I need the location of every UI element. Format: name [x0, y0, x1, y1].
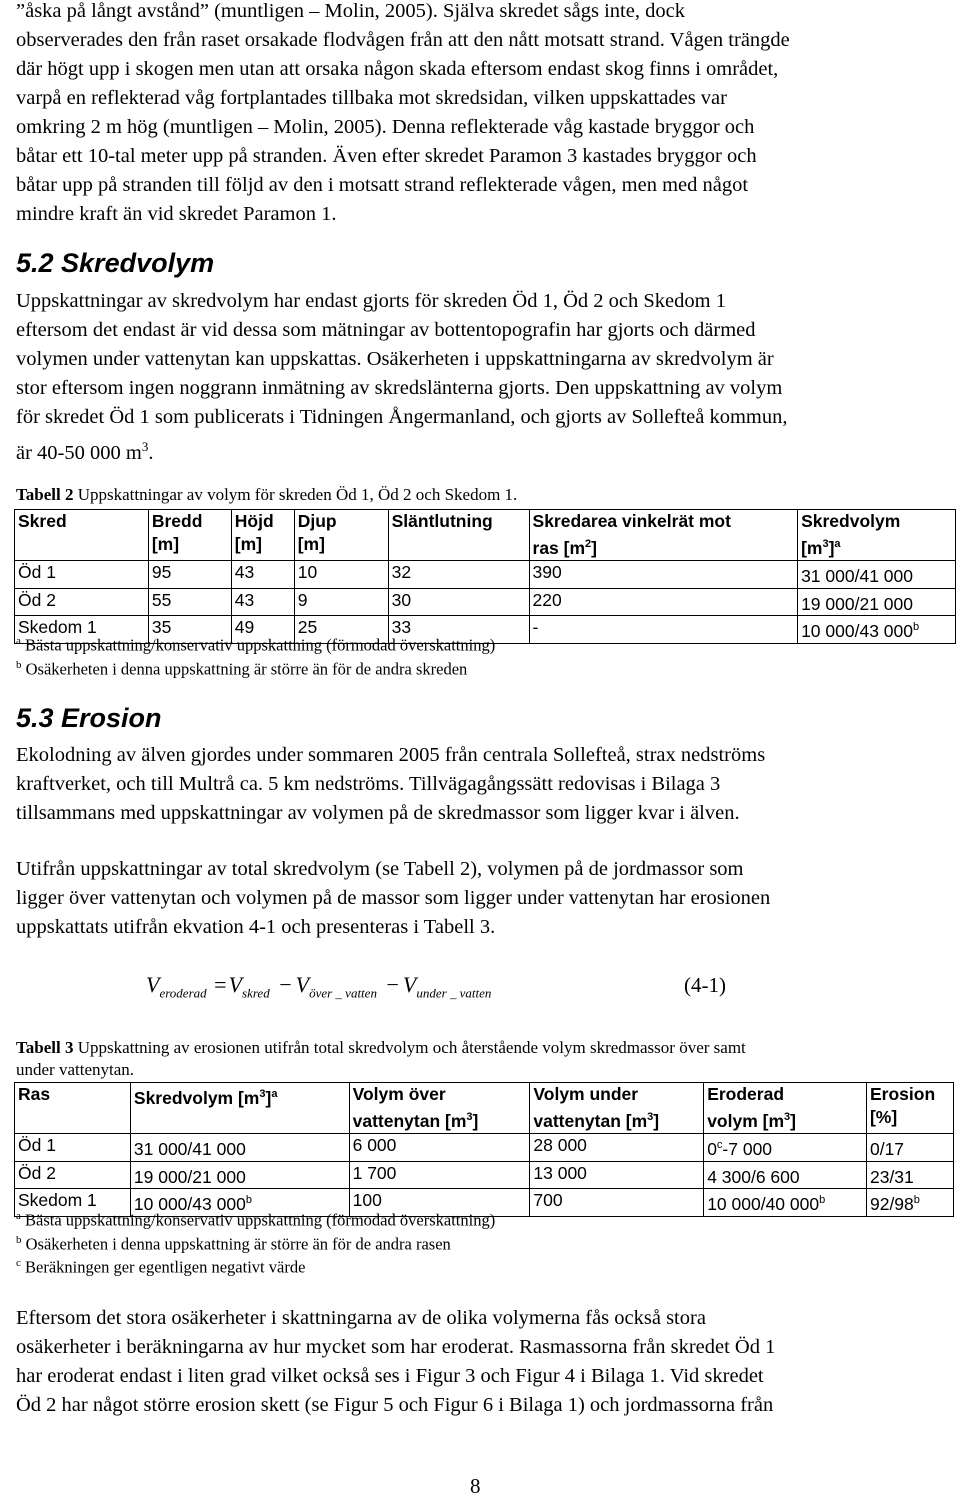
- footnote-mark: b: [16, 1234, 22, 1246]
- eq-subscript: skred: [242, 985, 270, 1001]
- table3-note-a: [16, 1205, 495, 1232]
- page-number: 8: [470, 1474, 481, 1498]
- header-unit: vattenytan [m: [533, 1110, 648, 1131]
- table2-caption: [16, 484, 517, 506]
- table3-caption-text: Uppskattning av erosionen utifrån total skredvolym och återstående volym skredmassor över samt: [73, 1038, 746, 1057]
- section-5-3-paragraph-1: [16, 741, 946, 828]
- header-text: Skredvolym: [801, 511, 901, 531]
- text-line: stor eftersom ingen noggrann inmätning av skredslänterna gjorts. Den uppskattning av volym: [16, 377, 783, 399]
- table-row: [15, 1161, 954, 1189]
- cell: 10: [294, 560, 388, 588]
- note-text: Osäkerheten i denna uppskattning är större än för de andra rasen: [21, 1234, 451, 1254]
- table3-caption-text-2: under vattenytan.: [16, 1060, 135, 1079]
- cell: 32: [388, 560, 529, 588]
- footnote-mark: c: [16, 1257, 21, 1269]
- cell-value-2: -7 000: [722, 1138, 773, 1159]
- cell: Skedom 1: [15, 1189, 131, 1217]
- cell: 100: [349, 1189, 530, 1217]
- cell-value: 19 000/21 000: [133, 1166, 246, 1187]
- header-text: Skredvolym [m: [133, 1087, 260, 1108]
- header-skredarea: [529, 510, 798, 561]
- footnote-mark: a: [271, 1088, 278, 1100]
- cell-value: 4 300/6 600: [707, 1166, 800, 1187]
- cell: Öd 1: [15, 560, 149, 588]
- cell-value: 92/98: [869, 1194, 914, 1215]
- cell: 25: [294, 616, 388, 644]
- cell: Öd 1: [15, 1133, 131, 1161]
- header-unit: [m]: [234, 534, 262, 554]
- cell: [704, 1189, 867, 1217]
- header-unit-end: ]: [653, 1110, 660, 1131]
- header-unit-end: ]: [790, 1110, 796, 1131]
- text-line: mindre kraft än vid skredet Paramon 1.: [16, 203, 337, 225]
- text-line: [16, 432, 946, 468]
- header-unit: vattenytan [m: [352, 1110, 467, 1131]
- superscript: 3: [647, 1111, 654, 1123]
- cell-value: 31 000/41 000: [801, 565, 913, 586]
- text-line: Ekolodning av älven gjordes under sommaren 2005 från centrala Sollefteå, strax nedströms: [16, 744, 766, 766]
- superscript: 2: [585, 538, 592, 550]
- eq-variable: V: [295, 972, 310, 997]
- text-line: Utifrån uppskattningar av total skredvolym (se Tabell 2), volymen på de jordmassor som: [16, 858, 744, 880]
- table2-caption-text: Uppskattningar av volym för skreden Öd 1, Öd 2 och Skedom 1.: [73, 485, 518, 504]
- cell: 30: [388, 588, 529, 616]
- footnote-mark: b: [245, 1194, 252, 1207]
- text-line: varpå en reflekterad våg fortplantades tillbaka mot skredsidan, vilken uppskattades var: [16, 87, 727, 109]
- table3-caption: [16, 1037, 946, 1081]
- section-5-2-paragraph: [16, 287, 946, 468]
- cell: [798, 588, 956, 616]
- table-row: [15, 1133, 954, 1161]
- header-volym-under: [530, 1083, 704, 1134]
- cell: 700: [530, 1189, 704, 1217]
- eq-subscript: eroderad: [159, 985, 207, 1001]
- cell: 35: [148, 616, 231, 644]
- header-skredvolym: [798, 510, 956, 561]
- text-line: osäkerheter i beräkningarna av hur mycket som har eroderat. Rasmassorna från skredet Öd 1: [16, 1336, 776, 1358]
- cell: 6 000: [349, 1133, 530, 1161]
- table2-note-b: [16, 654, 467, 681]
- header-skredvolym: [130, 1083, 349, 1134]
- cell: Skedom 1: [15, 616, 149, 644]
- text-line: har eroderat endast i liten grad vilket också ses i Figur 3 och Figur 4 i Bilaga 1. Vid skredet: [16, 1365, 764, 1387]
- cell: [866, 1189, 953, 1217]
- text-line: observerades den från raset orsakade flodvågen från att den nått motsatt strand. Vågen trängde: [16, 29, 790, 51]
- text-line: Uppskattningar av skredvolym har endast gjorts för skreden Öd 1, Öd 2 och Skedom 1: [16, 290, 726, 312]
- footnote-mark: a: [16, 1210, 21, 1222]
- eq-subscript: under _ vatten: [416, 985, 492, 1001]
- cell: 43: [231, 588, 294, 616]
- header-unit: [m]: [151, 534, 180, 554]
- superscript: 3: [822, 538, 829, 550]
- cell-value: 31 000/41 000: [133, 1138, 246, 1159]
- cell: [130, 1133, 349, 1161]
- header-text: Bredd: [151, 511, 203, 531]
- note-text: Beräkningen ger egentligen negativt värde: [20, 1257, 306, 1277]
- cell: 49: [231, 616, 294, 644]
- cell: 43: [231, 560, 294, 588]
- cell: Öd 2: [15, 1161, 131, 1189]
- eq-variable: V: [402, 972, 417, 997]
- header-unit: ras [m: [532, 537, 586, 558]
- footnote-mark: a: [834, 538, 841, 550]
- text-line: uppskattats utifrån ekvation 4-1 och presenteras i Tabell 3.: [16, 916, 496, 938]
- cell-value: 10 000/40 000: [707, 1194, 820, 1215]
- header-text: Släntlutning: [391, 511, 493, 531]
- header-unit: volym [m: [707, 1110, 785, 1131]
- header-unit-end: ]: [591, 537, 597, 558]
- table-row: [15, 588, 956, 616]
- equation: [146, 972, 491, 1001]
- superscript: 3: [259, 1088, 266, 1100]
- header-text: Djup: [297, 511, 337, 531]
- table3-note-c: [16, 1252, 305, 1279]
- text-line: Öd 2 har något större erosion skett (se Figur 5 och Figur 6 i Bilaga 1) och jordmassorna från: [16, 1394, 774, 1416]
- section-5-3-paragraph-2: [16, 855, 946, 942]
- cell-value: 0: [707, 1138, 717, 1159]
- header-unit: [m]: [297, 534, 325, 554]
- period: .: [148, 441, 154, 464]
- cell: 95: [148, 560, 231, 588]
- eq-variable: V: [146, 972, 160, 997]
- cell: 220: [529, 588, 798, 616]
- cell-value: 10 000/43 000: [133, 1194, 246, 1215]
- cell: [130, 1161, 349, 1189]
- table-header-row: [15, 510, 956, 561]
- header-unit-end: ]: [828, 537, 835, 558]
- cell: 13 000: [530, 1161, 704, 1189]
- header-unit: [%]: [869, 1107, 898, 1127]
- header-text: Volym över: [352, 1084, 446, 1104]
- cell-value: 19 000/21 000: [801, 593, 913, 614]
- header-eroderad: [704, 1083, 867, 1134]
- header-unit: [m: [801, 537, 823, 558]
- cell: [866, 1133, 953, 1161]
- eq-variable: V: [228, 972, 243, 997]
- text-line: omkring 2 m hög (muntligen – Molin, 2005). Denna reflekterade våg kastade bryggor och: [16, 116, 755, 138]
- eq-subscript: över _ vatten: [309, 985, 377, 1001]
- note-text: Bästa uppskattning/konservativ uppskattning (förmodad överskattning): [20, 635, 496, 655]
- table-row: [15, 560, 956, 588]
- note-text: Bästa uppskattning/konservativ uppskattning (förmodad överskattning): [20, 1210, 496, 1230]
- cell: [866, 1161, 953, 1189]
- text-line: ”åska på långt avstånd” (muntligen – Molin, 2005). Själva skredet sågs inte, dock: [16, 0, 685, 22]
- superscript: 3: [784, 1111, 791, 1123]
- header-ras: [15, 1083, 131, 1134]
- header-skred: [15, 510, 149, 561]
- footnote-mark: c: [716, 1138, 723, 1151]
- header-text: Erosion: [869, 1084, 936, 1104]
- cell: [798, 616, 956, 644]
- note-text: Osäkerheten i denna uppskattning är större än för de andra skreden: [21, 659, 468, 679]
- text-line: ligger över vattenytan och volymen på de massor som ligger under vattenytan har erosionen: [16, 887, 771, 909]
- text-line: kraftverket, och till Multrå ca. 5 km nedströms. Tillvägagångssätt redovisas i Bilaga 3: [16, 773, 721, 795]
- text-line: eftersom det endast är vid dessa som mätningar av bottentopografin har gjorts och därmed: [16, 319, 756, 341]
- footnote-mark: a: [16, 635, 21, 647]
- text-line: båtar ett 10-tal meter upp på stranden. Även efter skredet Paramon 3 kastades bryggor och: [16, 145, 757, 167]
- cell-value: 0/17: [869, 1138, 905, 1159]
- text-line: Eftersom det stora osäkerheter i skattningarna av de olika volymerna fås också stora: [16, 1307, 706, 1329]
- header-text: Skred: [18, 511, 67, 531]
- text-line: båtar upp på stranden till följd av den i motsatt strand reflekterade vågen, men med något: [16, 174, 749, 196]
- header-unit-end: ]: [265, 1087, 272, 1108]
- eq-minus: −: [386, 972, 399, 997]
- header-text: Ras: [18, 1084, 51, 1104]
- cell: 9: [294, 588, 388, 616]
- footnote-mark: b: [913, 1194, 920, 1207]
- cell: [704, 1133, 867, 1161]
- table3: [14, 1082, 954, 1217]
- text-line: tillsammans med uppskattningar av volymen på de skredmassor som ligger kvar i älven.: [16, 802, 740, 824]
- cell: 1 700: [349, 1161, 530, 1189]
- footnote-mark: b: [819, 1194, 826, 1207]
- section-heading-5-2: 5.2 Skredvolym: [16, 248, 215, 278]
- intro-paragraph: [16, 0, 946, 229]
- text-line: volymen under vattenytan kan uppskattas. Osäkerheten i uppskattningarna av skredvolym är: [16, 348, 774, 370]
- header-unit-end: ]: [472, 1110, 479, 1131]
- header-text: Höjd: [234, 511, 274, 531]
- footnote-mark: b: [913, 621, 920, 634]
- table2-label: Tabell 2: [16, 485, 74, 504]
- cell: 28 000: [530, 1133, 704, 1161]
- footnote-mark: b: [16, 659, 22, 671]
- cell: 55: [148, 588, 231, 616]
- table2-note-a: [16, 630, 495, 657]
- table3-label: Tabell 3: [16, 1038, 74, 1057]
- header-djup: [294, 510, 388, 561]
- eq-minus: −: [279, 972, 292, 997]
- header-text: Eroderad: [707, 1084, 785, 1104]
- eq-equals: =: [214, 972, 227, 997]
- volume-text: är 40-50 000 m: [16, 441, 142, 464]
- header-text: Volym under: [533, 1084, 639, 1104]
- table-header-row: [15, 1083, 954, 1134]
- text-line: för skredet Öd 1 som publicerats i Tidningen Ångermanland, och gjorts av Sollefteå kommun,: [16, 406, 788, 428]
- cell: 390: [529, 560, 798, 588]
- cell-value: 10 000/43 000: [801, 621, 913, 642]
- equation-number: (4-1): [684, 973, 726, 997]
- header-volym-over: [349, 1083, 530, 1134]
- section-heading-5-3: 5.3 Erosion: [16, 703, 162, 733]
- header-hojd: [231, 510, 294, 561]
- text-line: där högt upp i skogen men utan att orsaka någon skada eftersom endast skog finns i området,: [16, 58, 779, 80]
- superscript: 3: [141, 439, 149, 454]
- cell-value: 23/31: [869, 1166, 914, 1187]
- cell: [704, 1161, 867, 1189]
- header-erosion: [866, 1083, 953, 1134]
- cell: Öd 2: [15, 588, 149, 616]
- superscript: 3: [466, 1111, 473, 1123]
- table2: [14, 509, 956, 644]
- cell: -: [529, 616, 798, 644]
- header-text: Skredarea vinkelrät mot: [532, 511, 731, 531]
- closing-paragraph: [16, 1304, 946, 1420]
- cell: 33: [388, 616, 529, 644]
- header-bredd: [148, 510, 231, 561]
- cell: [798, 560, 956, 588]
- header-slantlutning: [388, 510, 529, 561]
